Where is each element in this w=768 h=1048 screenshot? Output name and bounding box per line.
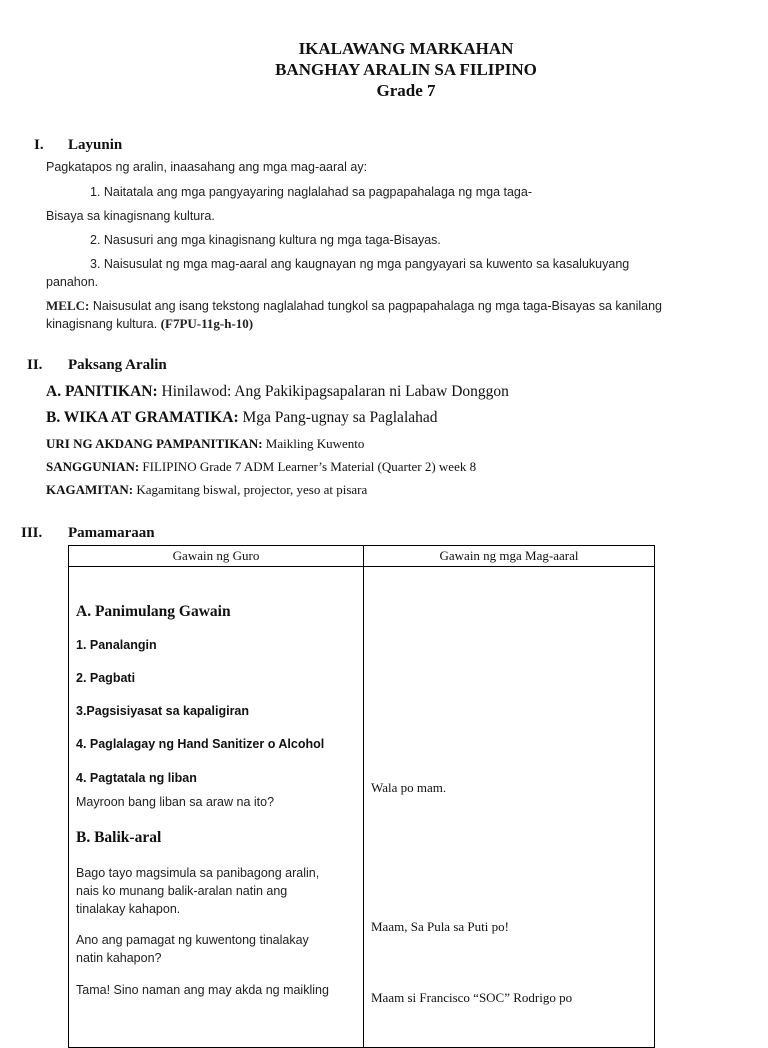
objective-3-line1: 3. Naisusulat ng mga mag-aaral ang kaugnayan ng mga pangyayari sa kuwento sa kasalukuyang	[90, 257, 630, 271]
answer-pamagat: Maam, Sa Pula sa Puti po!	[371, 919, 509, 934]
question-liban: Mayroon bang liban sa araw na ito?	[76, 795, 275, 809]
panitikan-line	[46, 383, 509, 401]
melc-code: (F7PU-11g-h-10)	[160, 316, 254, 331]
step-pagsisiyasat: 3.Pagsisiyasat sa kapaligiran	[76, 704, 250, 718]
step-hand-sanitizer: 4. Paglalagay ng Hand Sanitizer o Alcohol	[76, 737, 325, 751]
objectives-intro: Pagkatapos ng aralin, inaasahang ang mga mag-aaral ay:	[46, 160, 368, 174]
step-pagbati: 2. Pagbati	[76, 671, 136, 685]
table-row	[69, 567, 655, 1048]
section-1-title: Layunin	[68, 137, 123, 153]
balik-aral-text-1: Bago tayo magsimula sa panibagong aralin,	[76, 866, 320, 880]
teacher-activities-cell	[69, 567, 364, 1048]
sanggunian-line	[46, 459, 476, 475]
kagamitan-line	[46, 482, 367, 498]
melc-label: MELC:	[46, 298, 90, 313]
kagamitan-label: KAGAMITAN:	[46, 482, 134, 497]
kagamitan-value: Kagamitang biswal, projector, yeso at pisara	[136, 482, 368, 497]
panitikan-value: Hinilawod: Ang Pakikipagsapalaran ni Labaw Donggon	[161, 383, 509, 400]
melc-text-end: kinagisnang kultura.	[46, 317, 158, 331]
uri-value: Maikling Kuwento	[265, 436, 365, 451]
sanggunian-label: SANGGUNIAN:	[46, 459, 140, 474]
objective-2: 2. Nasusuri ang mga kinagisnang kultura ng mga taga-Bisayas.	[90, 233, 441, 247]
uri-label: URI NG AKDANG PAMPANITIKAN:	[46, 436, 263, 451]
uri-line	[46, 436, 364, 452]
subheading-panimulang-gawain: A. Panimulang Gawain	[76, 603, 231, 620]
column-header-student: Gawain ng mga Mag-aaral	[364, 546, 655, 567]
wika-label: B. WIKA AT GRAMATIKA:	[46, 409, 239, 426]
objective-3-line2: panahon.	[46, 275, 99, 289]
step-panalangin: 1. Panalangin	[76, 638, 157, 652]
panitikan-label: A. PANITIKAN:	[46, 383, 158, 400]
melc-text: Naisusulat ang isang tekstong naglalahad tungkol sa pagpapahalaga ng mga taga-Bisayas sa kanilang	[92, 299, 662, 313]
wika-line	[46, 409, 438, 427]
column-header-teacher: Gawain ng Guro	[69, 546, 364, 567]
table-header-row	[69, 546, 655, 567]
section-2-title: Paksang Aralin	[68, 357, 167, 373]
wika-value: Mga Pang-ugnay sa Paglalahad	[242, 409, 438, 426]
objective-1-line2: Bisaya sa kinagisnang kultura.	[46, 209, 215, 223]
question-pamagat-2: natin kahapon?	[76, 951, 162, 965]
section-2-number: II.	[27, 357, 43, 373]
document-title-line2: BANGHAY ARALIN SA FILIPINO	[275, 60, 537, 79]
step-pagtatala-ng-liban: 4. Pagtatala ng liban	[76, 771, 197, 785]
melc-line1	[46, 298, 662, 314]
section-1-number: I.	[34, 137, 44, 153]
section-3-number: III.	[21, 525, 43, 541]
sanggunian-value: FILIPINO Grade 7 ADM Learner’s Material (Quarter 2) week 8	[142, 459, 477, 474]
melc-line2	[46, 316, 253, 332]
subheading-balik-aral: B. Balik-aral	[76, 829, 162, 846]
balik-aral-text-2: nais ko munang balik-aralan natin ang	[76, 884, 288, 898]
section-3-title: Pamamaraan	[68, 525, 155, 541]
objective-1-line1: 1. Naitatala ang mga pangyayaring naglalahad sa pagpapahalaga ng mga taga-	[90, 185, 532, 199]
document-title-line1: IKALAWANG MARKAHAN	[298, 39, 514, 58]
answer-may-akda: Maam si Francisco “SOC” Rodrigo po	[371, 990, 573, 1005]
question-pamagat-1: Ano ang pamagat ng kuwentong tinalakay	[76, 933, 309, 947]
document-title-grade: Grade 7	[376, 81, 436, 100]
balik-aral-text-3: tinalakay kahapon.	[76, 902, 181, 916]
procedure-table	[68, 545, 655, 1048]
question-may-akda: Tama! Sino naman ang may akda ng maikling	[76, 983, 329, 997]
student-activities-cell	[364, 567, 655, 1048]
answer-wala-po: Wala po mam.	[371, 780, 447, 795]
